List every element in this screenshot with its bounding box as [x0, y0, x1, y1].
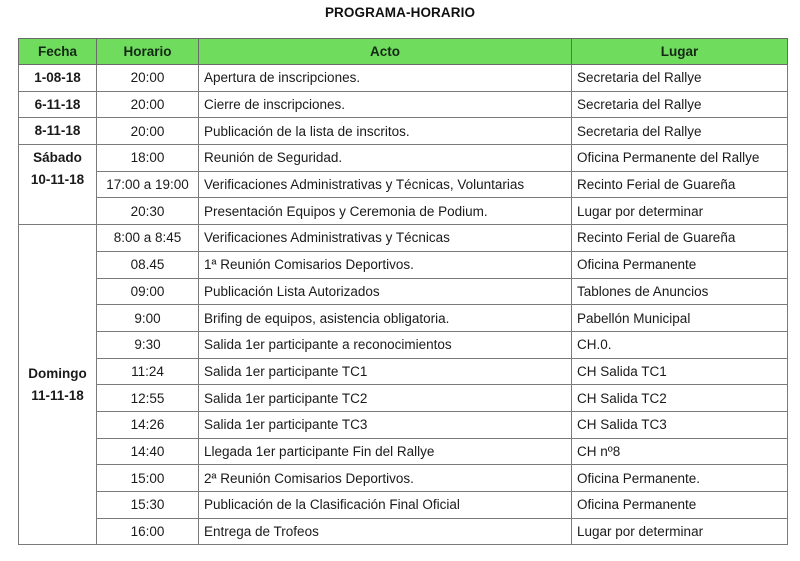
event-cell: Apertura de inscripciones.	[199, 65, 572, 92]
table-row	[19, 411, 788, 438]
event-cell: Publicación Lista Autorizados	[199, 278, 572, 305]
location-cell: CH Salida TC3	[572, 411, 788, 438]
location-cell: Secretaria del Rallye	[572, 91, 788, 118]
time-cell: 9:00	[97, 305, 199, 332]
date-value: 10-11-18	[30, 172, 85, 188]
event-cell: Verificaciones Administrativas y Técnicas, Voluntarias	[199, 171, 572, 198]
table-row	[19, 91, 788, 118]
schedule-table	[18, 38, 788, 545]
document-title: PROGRAMA-HORARIO	[324, 5, 476, 20]
time-cell: 18:00	[97, 145, 199, 172]
date-label: Domingo	[28, 365, 87, 381]
table-row	[19, 331, 788, 358]
location-cell: Recinto Ferial de Guareña	[572, 171, 788, 198]
event-cell: Salida 1er participante a reconocimientos	[199, 331, 572, 358]
location-cell: Oficina Permanente	[572, 492, 788, 519]
table-row	[19, 358, 788, 385]
column-header-fecha: Fecha	[19, 39, 97, 65]
event-cell: Publicación de la Clasificación Final Oficial	[199, 492, 572, 519]
location-cell: Recinto Ferial de Guareña	[572, 225, 788, 252]
table-row	[19, 171, 788, 198]
location-cell: Pabellón Municipal	[572, 305, 788, 332]
location-cell: Oficina Permanente.	[572, 465, 788, 492]
table-header-row	[19, 39, 788, 65]
table-row	[19, 65, 788, 92]
date-cell	[19, 118, 97, 145]
event-cell: Publicación de la lista de inscritos.	[199, 118, 572, 145]
time-cell: 15:30	[97, 492, 199, 519]
column-header-horario: Horario	[97, 39, 199, 65]
date-cell	[19, 225, 97, 545]
location-cell: CH nº8	[572, 438, 788, 465]
event-cell: Salida 1er participante TC2	[199, 385, 572, 412]
location-cell: CH Salida TC1	[572, 358, 788, 385]
table-row	[19, 145, 788, 172]
location-cell: Oficina Permanente del Rallye	[572, 145, 788, 172]
location-cell: Secretaria del Rallye	[572, 65, 788, 92]
table-row	[19, 518, 788, 545]
column-header-lugar: Lugar	[572, 39, 788, 65]
event-cell: 1ª Reunión Comisarios Deportivos.	[199, 251, 572, 278]
time-cell: 20:00	[97, 91, 199, 118]
time-cell: 8:00 a 8:45	[97, 225, 199, 252]
event-cell: Llegada 1er participante Fin del Rallye	[199, 438, 572, 465]
date-cell	[19, 91, 97, 118]
time-cell: 12:55	[97, 385, 199, 412]
time-cell: 09:00	[97, 278, 199, 305]
location-cell: Lugar por determinar	[572, 518, 788, 545]
event-cell: Cierre de inscripciones.	[199, 91, 572, 118]
event-cell: Presentación Equipos y Ceremonia de Podium.	[199, 198, 572, 225]
table-row	[19, 492, 788, 519]
table-row	[19, 438, 788, 465]
event-cell: Salida 1er participante TC1	[199, 358, 572, 385]
event-cell: Salida 1er participante TC3	[199, 411, 572, 438]
date-label: 6-11-18	[34, 96, 81, 112]
event-cell: Verificaciones Administrativas y Técnicas	[199, 225, 572, 252]
date-value: 11-11-18	[31, 387, 84, 403]
table-row	[19, 198, 788, 225]
table-row	[19, 305, 788, 332]
time-cell: 15:00	[97, 465, 199, 492]
location-cell: CH Salida TC2	[572, 385, 788, 412]
time-cell: 9:30	[97, 331, 199, 358]
column-header-acto: Acto	[199, 39, 572, 65]
location-cell: Secretaria del Rallye	[572, 118, 788, 145]
time-cell: 17:00 a 19:00	[97, 171, 199, 198]
time-cell: 14:40	[97, 438, 199, 465]
date-label: Sábado	[33, 150, 82, 166]
time-cell: 20:00	[97, 65, 199, 92]
table-row	[19, 465, 788, 492]
event-cell: 2ª Reunión Comisarios Deportivos.	[199, 465, 572, 492]
date-cell	[19, 65, 97, 92]
table-row	[19, 225, 788, 252]
table-row	[19, 118, 788, 145]
date-label: 1-08-18	[34, 69, 81, 85]
schedule-body	[19, 65, 788, 545]
event-cell: Brifing de equipos, asistencia obligatoria.	[199, 305, 572, 332]
event-cell: Reunión de Seguridad.	[199, 145, 572, 172]
time-cell: 11:24	[97, 358, 199, 385]
table-row	[19, 385, 788, 412]
time-cell: 14:26	[97, 411, 199, 438]
location-cell: CH.0.	[572, 331, 788, 358]
location-cell: Tablones de Anuncios	[572, 278, 788, 305]
date-label: 8-11-18	[34, 123, 81, 139]
event-cell: Entrega de Trofeos	[199, 518, 572, 545]
table-row	[19, 251, 788, 278]
date-cell	[19, 145, 97, 225]
location-cell: Lugar por determinar	[572, 198, 788, 225]
time-cell: 08.45	[97, 251, 199, 278]
time-cell: 20:30	[97, 198, 199, 225]
location-cell: Oficina Permanente	[572, 251, 788, 278]
table-row	[19, 278, 788, 305]
time-cell: 20:00	[97, 118, 199, 145]
time-cell: 16:00	[97, 518, 199, 545]
